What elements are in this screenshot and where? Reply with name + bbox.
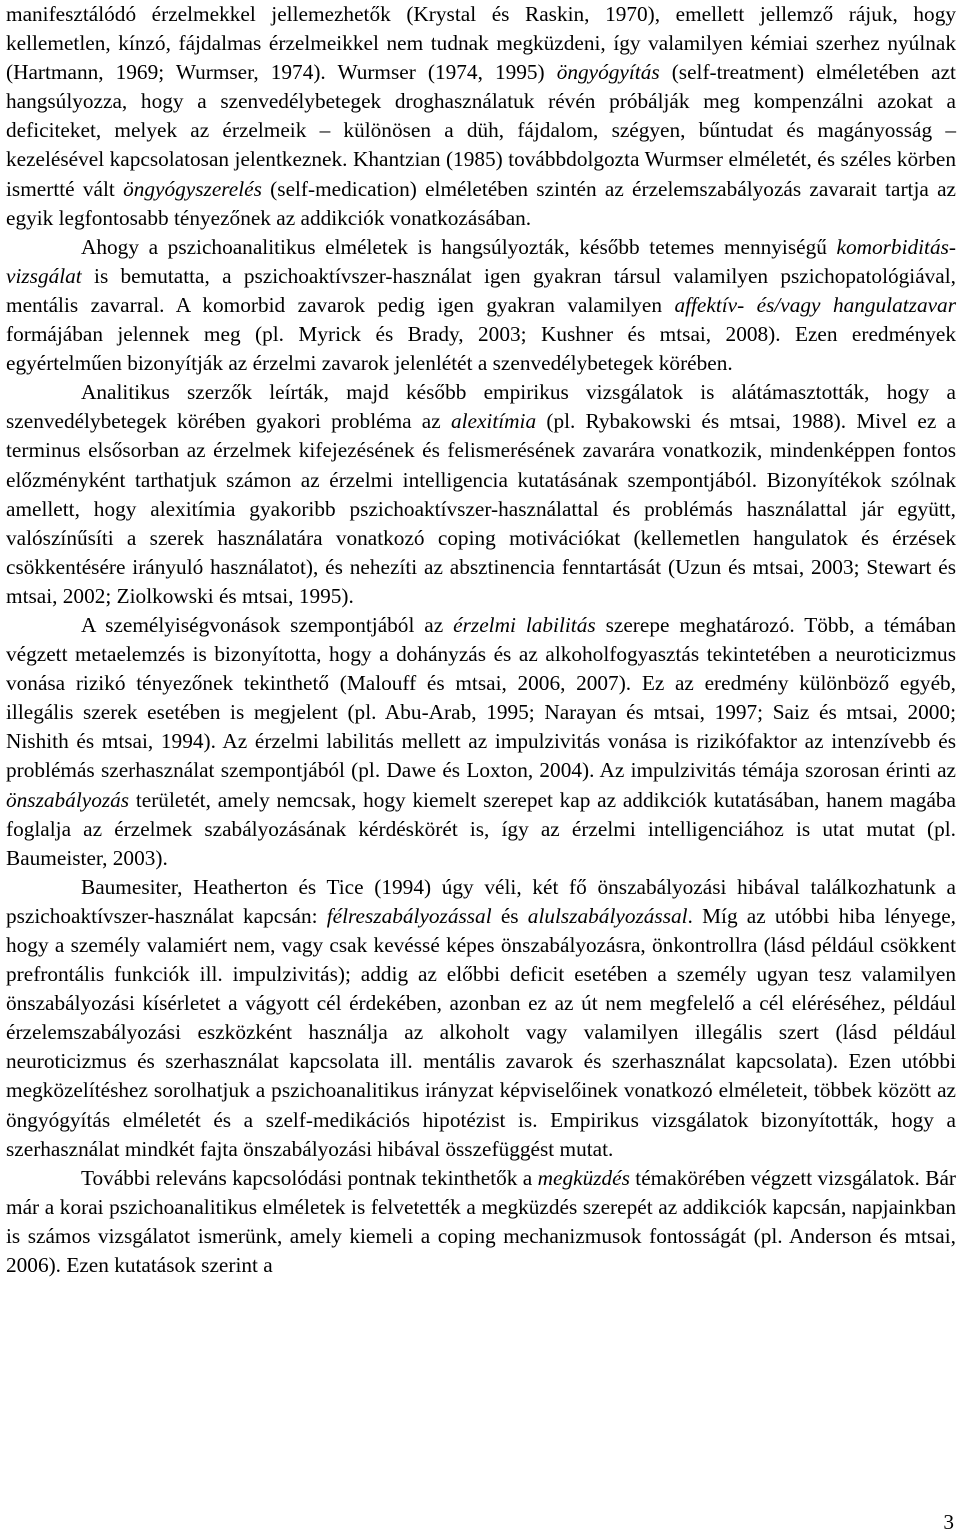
text-run: szerepe meghatározó. Több, a témában végzett metaelemzés is bizonyította, hogy a dohányzás és az alkoholfogyasztás tekintetében a neuroticizmus vonása rizikó tényezőnek tekinthető (Malouff és mtsai, 2006, 2007). Ez az eredmény különböző egyéb, illegális szerek esetében is megjelent (pl. Abu-Arab, 1995; Narayan és mtsai, 1997; Saiz és mtsai, 2000; Nishith és mtsai, 1994). Az érzelmi labilitás mellett az impulzivitás vonása is rizikófaktor az intenzívebb és problémás szerhasználat szempontjából (pl. Dawe és Loxton, 2004). Az impulzivitás témája szorosan érinti az	[6, 612, 956, 783]
paragraph	[6, 873, 956, 1164]
text-run: is bemutatta, a pszichoaktívszer-használat igen gyakran társul valamilyen pszichopatológiával, mentális zavarral. A komorbid zavarok pedig igen gyakran valamilyen	[6, 263, 956, 317]
paragraph	[6, 1164, 956, 1280]
italic-term: önszabályozás	[6, 787, 130, 812]
page-number: 3	[943, 1510, 954, 1534]
italic-term: alexitímia	[450, 409, 537, 434]
text-run: (self-medication) elméletében szintén az érzelemszabályozás zavarait tartja az egyik legfontosabb tényezőnek az addikciók vonatkozásában.	[6, 176, 957, 230]
paragraph	[6, 378, 956, 611]
paragraph	[6, 233, 956, 378]
text-run: Ahogy a pszichoanalitikus elméletek is hangsúlyozták, később tetemes mennyiségű	[81, 234, 837, 259]
text-run: A személyiségvonások szempontjából az	[81, 612, 454, 637]
text-run: (self-treatment) elméletében azt hangsúlyozza, hogy a szenvedélybetegek droghasználatuk révén próbálják meg kompenzálni azokat a deficiteket, melyek az érzelmeik – különösen a düh, fájdalom, szégyen, bűntudat és magányosság – kezelésével kapcsolatosan jelentkeznek. Khantzian (1985) továbbdolgozta Wurmser elméletét, és széles körben ismertté vált	[6, 60, 956, 201]
text-run: . Míg az utóbbi hiba lényege, hogy a személy valamiért nem, vagy csak kevéssé képes önszabályozásra, önkontrollra (lásd például csökkent prefrontális funkciók ill. impulzivitás); addig az előbbi deficit esetében a személy ugyan tesz valamilyen önszabályozási kísérletet a vágyott cél érdekében, azonban ez az út nem megfelelő a cél eléréséhez, például érzelemszabályozási eszközként használja az alkoholt vagy valamilyen illegális szert (lásd például neuroticizmus és szerhasználat kapcsolata ill. mentális zavarok és szerhasználat kapcsolata). Ezen utóbbi megközelítéshez sorolhatjuk a pszichoanalitikus irányzat képviselőinek vonatkozó elméleteit, többek között az öngyógyítás elméletét és a szelf-medikációs hipotézist is. Empirikus vizsgálatok bizonyították, hogy a szerhasználat mindkét fajta önszabályozási hibával összefüggést mutat.	[6, 903, 956, 1161]
paragraph	[6, 611, 956, 873]
italic-term: öngyógyítás	[556, 60, 660, 85]
italic-term: érzelmi labilitás	[453, 612, 596, 637]
text-run: (pl. Rybakowski és mtsai, 1988). Mivel ez a terminus elsősorban az érzelmek kifejezésének és felismerésének zavarára vonatkozik, mindenképpen fontos előzményként tarthatjuk számon az érzelmi intelligencia kutatásának szempontjából. Bizonyítékok szólnak amellett, hogy alexitímia gyakoribb pszichoaktívszer-használattal és problémás használattal jár együtt, valószínűsíti a szerek használatára vonatkozó coping motivációkat (kellemetlen hangulatok és érzések csökkentésére irányuló használatot), és nehezíti az absztinencia fenntartását (Uzun és mtsai, 2003; Stewart és mtsai, 2002; Ziolkowski és mtsai, 1995).	[6, 409, 956, 608]
italic-term: komorbiditás-vizsgálat	[6, 234, 956, 288]
text-run: Analitikus szerzők leírták, majd később empirikus vizsgálatok is alátámasztották, hogy a szenvedélybetegek körében gyakori probléma az	[6, 380, 956, 434]
text-run: További releváns kapcsolódási pontnak tekinthetők a	[81, 1165, 538, 1190]
paragraph	[6, 0, 956, 233]
text-run: formájában jelennek meg (pl. Myrick és Brady, 2003; Kushner és mtsai, 2008). Ezen eredmények egyértelműen bizonyítják az érzelmi zavarok jelenlétét a szenvedélybetegek körében.	[6, 322, 956, 376]
italic-term: megküzdés	[537, 1165, 630, 1190]
text-run: Baumesiter, Heatherton és Tice (1994) úgy véli, két fő önszabályozási hibával találkozhatunk a pszichoaktívszer-használat kapcsán:	[6, 874, 956, 928]
italic-term: affektív- és/vagy hangulatzavar	[674, 292, 956, 317]
text-run: manifesztálódó érzelmekkel jellemezhetők (Krystal és Raskin, 1970), emellett jellemző rájuk, hogy kellemetlen, kínzó, fájdalmas érzelmeikkel nem tudnak megküzdeni, így valamilyen kémiai szerhez nyúlnak (Hartmann, 1969; Wurmser, 1974). Wurmser (1974, 1995)	[6, 2, 956, 85]
text-run: területét, amely nemcsak, hogy kiemelt szerepet kap az addikciók kutatásában, hanem magába foglalja az érzelmek szabályozásának kérdéskörét is, így az érzelmi intelligenciához is utat mutat (pl. Baumeister, 2003).	[6, 787, 956, 870]
italic-term: alulszabályozással	[527, 903, 688, 928]
text-run: és	[491, 903, 528, 928]
document-page	[6, 0, 956, 1280]
body-text	[6, 0, 956, 1280]
italic-term: öngyógyszerelés	[123, 176, 262, 201]
text-run: témakörében végzett vizsgálatok. Bár már a korai pszichoanalitikus elméletek is felvetették a megküzdés szerepét az addikciók kapcsán, napjainkban is számos vizsgálatot ismerünk, amely kiemeli a coping mechanizmusok fontosságát (pl. Anderson és mtsai, 2006). Ezen kutatások szerint a	[6, 1165, 956, 1278]
italic-term: félreszabályozással	[326, 903, 492, 928]
